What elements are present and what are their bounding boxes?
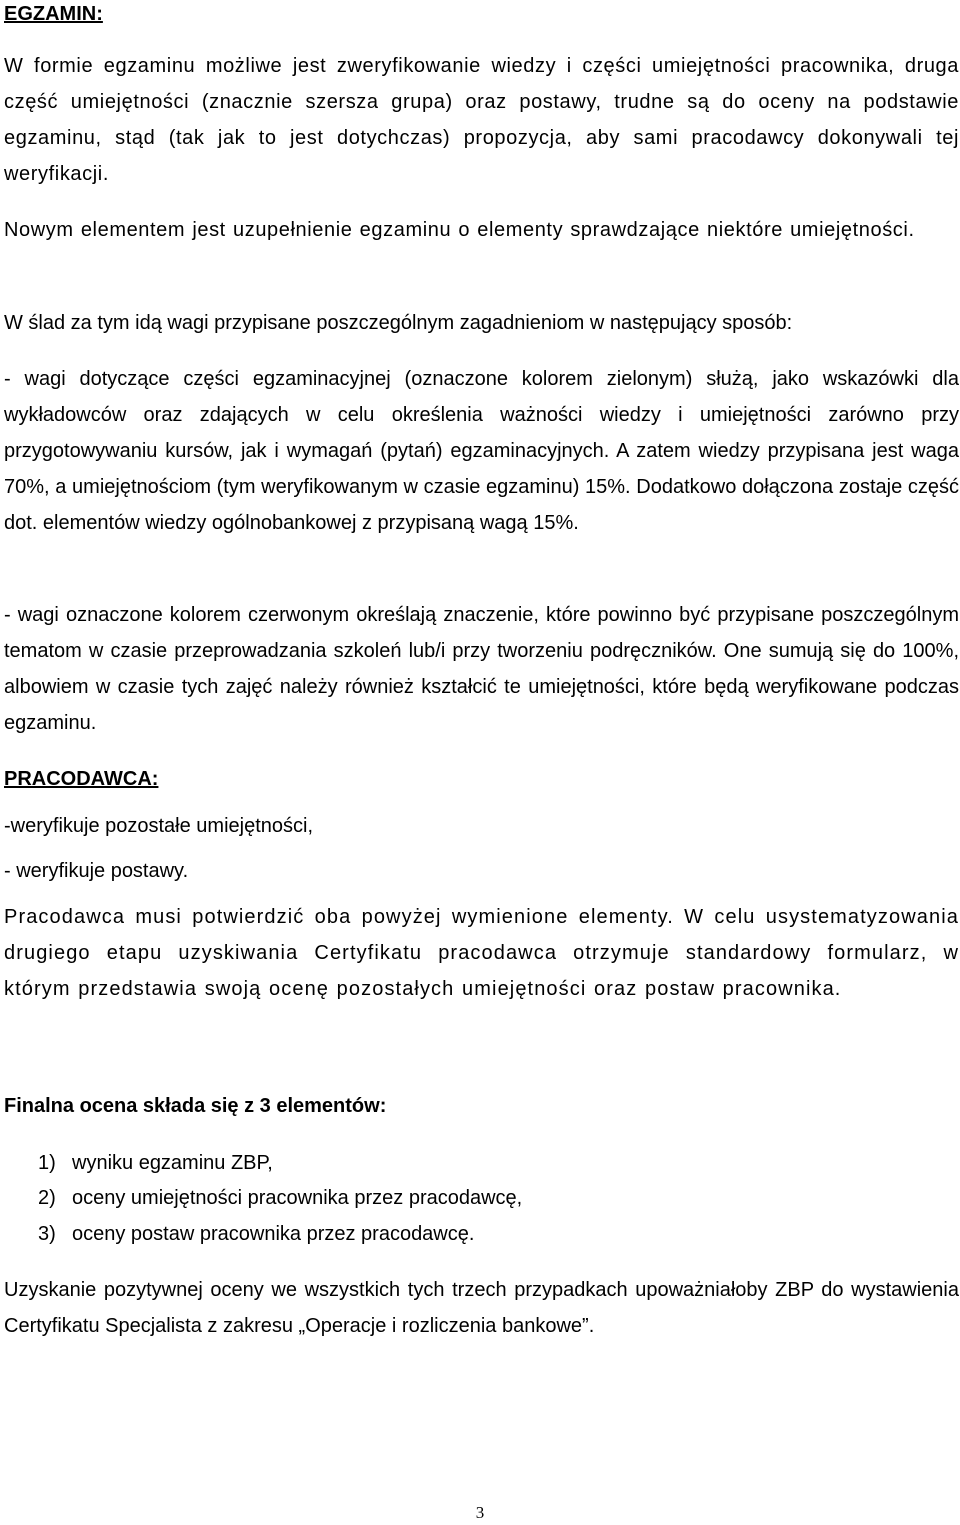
final-heading: Finalna ocena składa się z 3 elementów: xyxy=(4,1095,387,1117)
list-number: 1) xyxy=(38,1152,56,1174)
list-text: oceny postaw pracownika przez pracodawcę. xyxy=(72,1223,475,1245)
employer-item-skills: -weryfikuje pozostałe umiejętności, xyxy=(4,815,314,837)
exam-paragraph-3: W ślad za tym idą wagi przypisane poszczególnym zagadnieniom w następujący sposób: xyxy=(4,312,793,334)
employer-heading: PRACODAWCA: xyxy=(4,768,159,790)
exam-paragraph-red-weights: - wagi oznaczone kolorem czerwonym określają znaczenie, które powinno być przypisane poszczególnym tematom w czasie przeprowadzania szkoleń lub/i przy tworzeniu podręczników. One sumują się do 100%, albowiem w czasie tych zajęć należy również kształcić te umiejętności, które będą weryfikowane podczas egzaminu. xyxy=(4,604,959,734)
final-list-item xyxy=(38,1216,474,1252)
exam-paragraph-1: W formie egzaminu możliwe jest zweryfikowanie wiedzy i części umiejętności pracownika, druga część umiejętności (znacznie szersza grupa) oraz postawy, trudne są do oceny na podstawie egzaminu, stąd (tak jak to jest dotychczas) propozycja, aby sami pracodawcy dokonywali tej weryfikacji. xyxy=(4,55,959,185)
list-number: 3) xyxy=(38,1223,56,1245)
exam-paragraph-2: Nowym elementem jest uzupełnienie egzaminu o elementy sprawdzające niektóre umiejętności. xyxy=(4,219,915,241)
list-text: wyniku egzaminu ZBP, xyxy=(72,1152,273,1174)
employer-paragraph: Pracodawca musi potwierdzić oba powyżej wymienione elementy. W celu usystematyzowania drugiego etapu uzyskiwania Certyfikatu pracodawca otrzymuje standardowy formularz, w którym przedstawia swoją ocenę pozostałych umiejętności oraz postaw pracownika. xyxy=(4,906,959,1000)
exam-heading: EGZAMIN: xyxy=(4,3,103,25)
exam-paragraph-green-weights: - wagi dotyczące części egzaminacyjnej (oznaczone kolorem zielonym) służą, jako wskazówki dla wykładowców oraz zdających w celu określenia ważności wiedzy i umiejętności zarówno przy przygotowywaniu kursów, jak i wymagań (pytań) egzaminacyjnych. A zatem wiedzy przypisana jest waga 70%, a umiejętnościom (tym weryfikowanym w czasie egzaminu) 15%. Dodatkowo dołączona zostaje część dot. elementów wiedzy ogólnobankowej z przypisaną wagą 15%. xyxy=(4,368,959,534)
final-list-item xyxy=(38,1180,522,1216)
list-text: oceny umiejętności pracownika przez pracodawcę, xyxy=(72,1187,523,1209)
list-number: 2) xyxy=(38,1187,56,1209)
final-conclusion: Uzyskanie pozytywnej oceny we wszystkich tych trzech przypadkach upoważniałoby ZBP do wystawienia Certyfikatu Specjalista z zakresu „Operacje i rozliczenia bankowe”. xyxy=(4,1279,959,1337)
employer-item-attitudes: - weryfikuje postawy. xyxy=(4,860,189,882)
page-number: 3 xyxy=(475,1503,485,1522)
final-list-item xyxy=(38,1145,273,1181)
